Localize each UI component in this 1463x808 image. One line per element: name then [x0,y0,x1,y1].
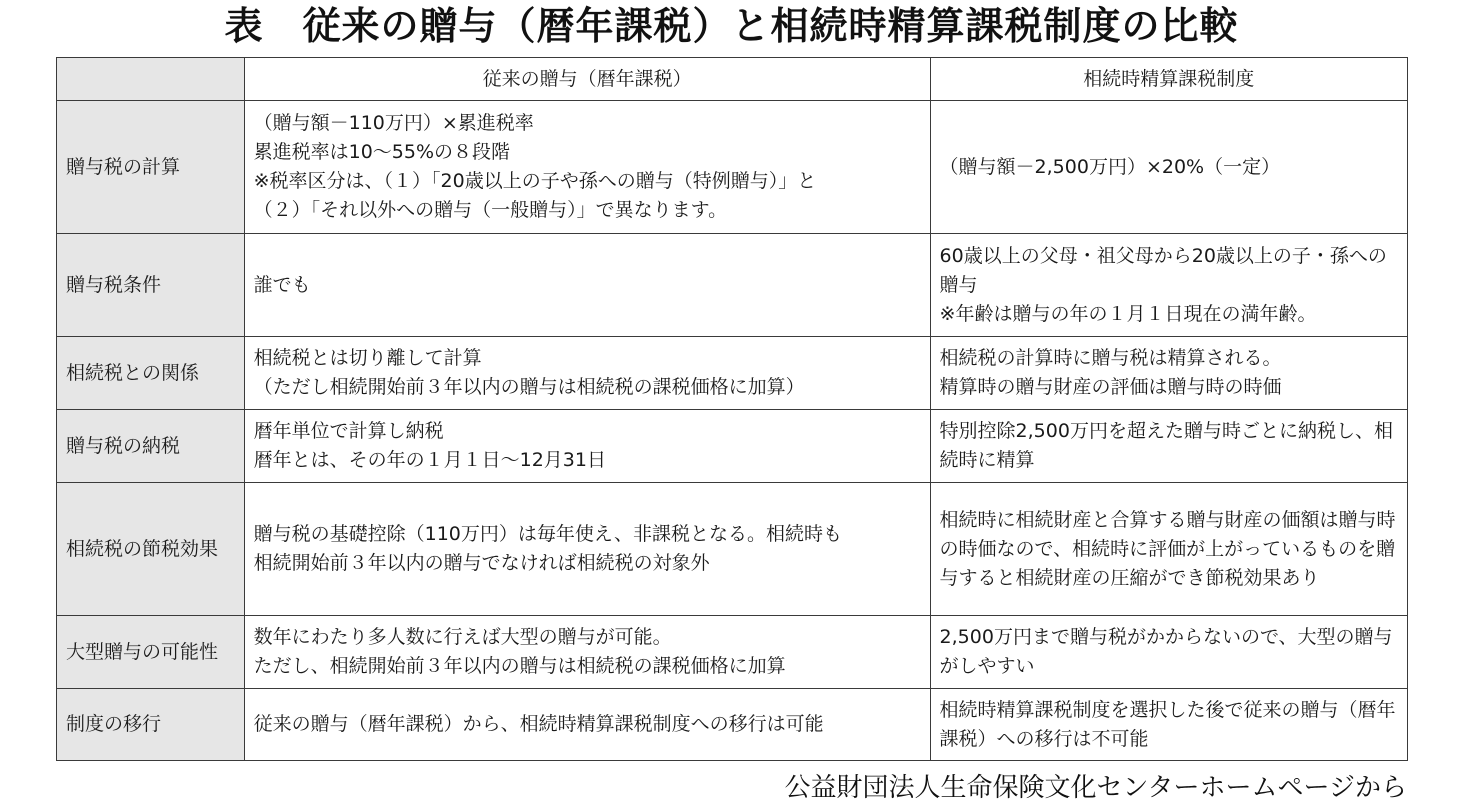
cell-line: 暦年単位で計算し納税 [253,420,444,442]
cell-line: ※年齢は贈与の年の１月１日現在の満年齢。 [939,302,1317,325]
comparison-table [56,57,1408,761]
header-seisan: 相続時精算課税制度 [930,58,1407,101]
cell-line: 相続時精算課税制度を選択した後で従来の贈与（暦年課税）への移行は不可能 [939,698,1396,750]
cell-line: 60歳以上の父母・祖父母から20歳以上の子・孫への贈与 [939,244,1387,296]
row-label: 相続税との関係 [57,337,245,410]
row-label: 大型贈与の可能性 [57,616,245,689]
cell-line: 特別控除2,500万円を超えた贈与時ごとに納税し、相続時に精算 [939,420,1393,471]
cell-seisan [930,689,1407,761]
cell-rekinen [244,616,930,689]
row-label: 制度の移行 [57,689,245,761]
cell-rekinen [244,234,930,337]
cell-line: 相続税とは切り離して計算 [253,347,482,369]
page-title: 表 従来の贈与（暦年課税）と相続時精算課税制度の比較 [224,4,1239,48]
cell-seisan [930,410,1407,483]
cell-line: 誰でも [253,273,311,296]
cell-line: 累進税率は10～55%の８段階 [253,141,511,163]
cell-line: 相続時に相続財産と合算する贈与財産の価額は贈与時の時価なので、相続時に評価が上がっているものを贈与すると相続財産の圧縮ができ節税効果あり [939,508,1396,589]
table-row [57,410,1408,483]
cell-rekinen [244,101,930,234]
cell-seisan [930,616,1407,689]
cell-seisan [930,101,1407,234]
cell-line: 従来の贈与（暦年課税）から、相続時精算課税制度への移行は可能 [253,713,824,735]
cell-line: ただし、相続開始前３年以内の贈与は相続税の課税価格に加算 [253,655,786,677]
table-row [57,689,1408,761]
table-row [57,234,1408,337]
cell-line: 贈与税の基礎控除（110万円）は毎年使え、非課税となる。相続時も [253,523,843,545]
cell-line: 2,500万円まで贈与税がかからないので、大型の贈与がしやすい [939,626,1393,677]
cell-line: 精算時の贈与財産の評価は贈与時の時価 [939,376,1282,398]
cell-line: 数年にわたり多人数に行えば大型の贈与が可能。 [253,626,672,648]
cell-line: （２）「それ以外への贈与（一般贈与）」で異なります。 [253,199,728,221]
cell-line: 相続税の計算時に贈与税は精算される。 [939,347,1282,369]
cell-rekinen [244,337,930,410]
cell-line: （贈与額－2,500万円）×20%（一定） [939,155,1281,178]
table-row [57,483,1408,616]
row-label: 贈与税条件 [57,234,245,337]
row-label: 贈与税の納税 [57,410,245,483]
table-header-row [57,58,1408,101]
header-rekinen: 従来の贈与（暦年課税） [244,58,930,101]
cell-line: （贈与額－110万円）×累進税率 [253,112,534,134]
cell-seisan [930,483,1407,616]
cell-line: 相続開始前３年以内の贈与でなければ相続税の対象外 [253,552,710,574]
row-label: 贈与税の計算 [57,101,245,234]
row-label: 相続税の節税効果 [57,483,245,616]
cell-seisan [930,234,1407,337]
cell-line: （ただし相続開始前３年以内の贈与は相続税の課税価格に加算） [253,376,805,398]
cell-rekinen [244,483,930,616]
cell-rekinen [244,689,930,761]
cell-line: ※税率区分は、（１）「20歳以上の子や孫への贈与（特例贈与）」と [253,170,817,192]
table-row [57,101,1408,234]
header-corner-cell [57,58,245,101]
table-row [57,616,1408,689]
source-credit: 公益財団法人生命保険文化センターホームページから [784,773,1407,803]
cell-rekinen [244,410,930,483]
cell-line: 暦年とは、その年の１月１日～12月31日 [253,449,606,471]
cell-seisan [930,337,1407,410]
table-row [57,337,1408,410]
